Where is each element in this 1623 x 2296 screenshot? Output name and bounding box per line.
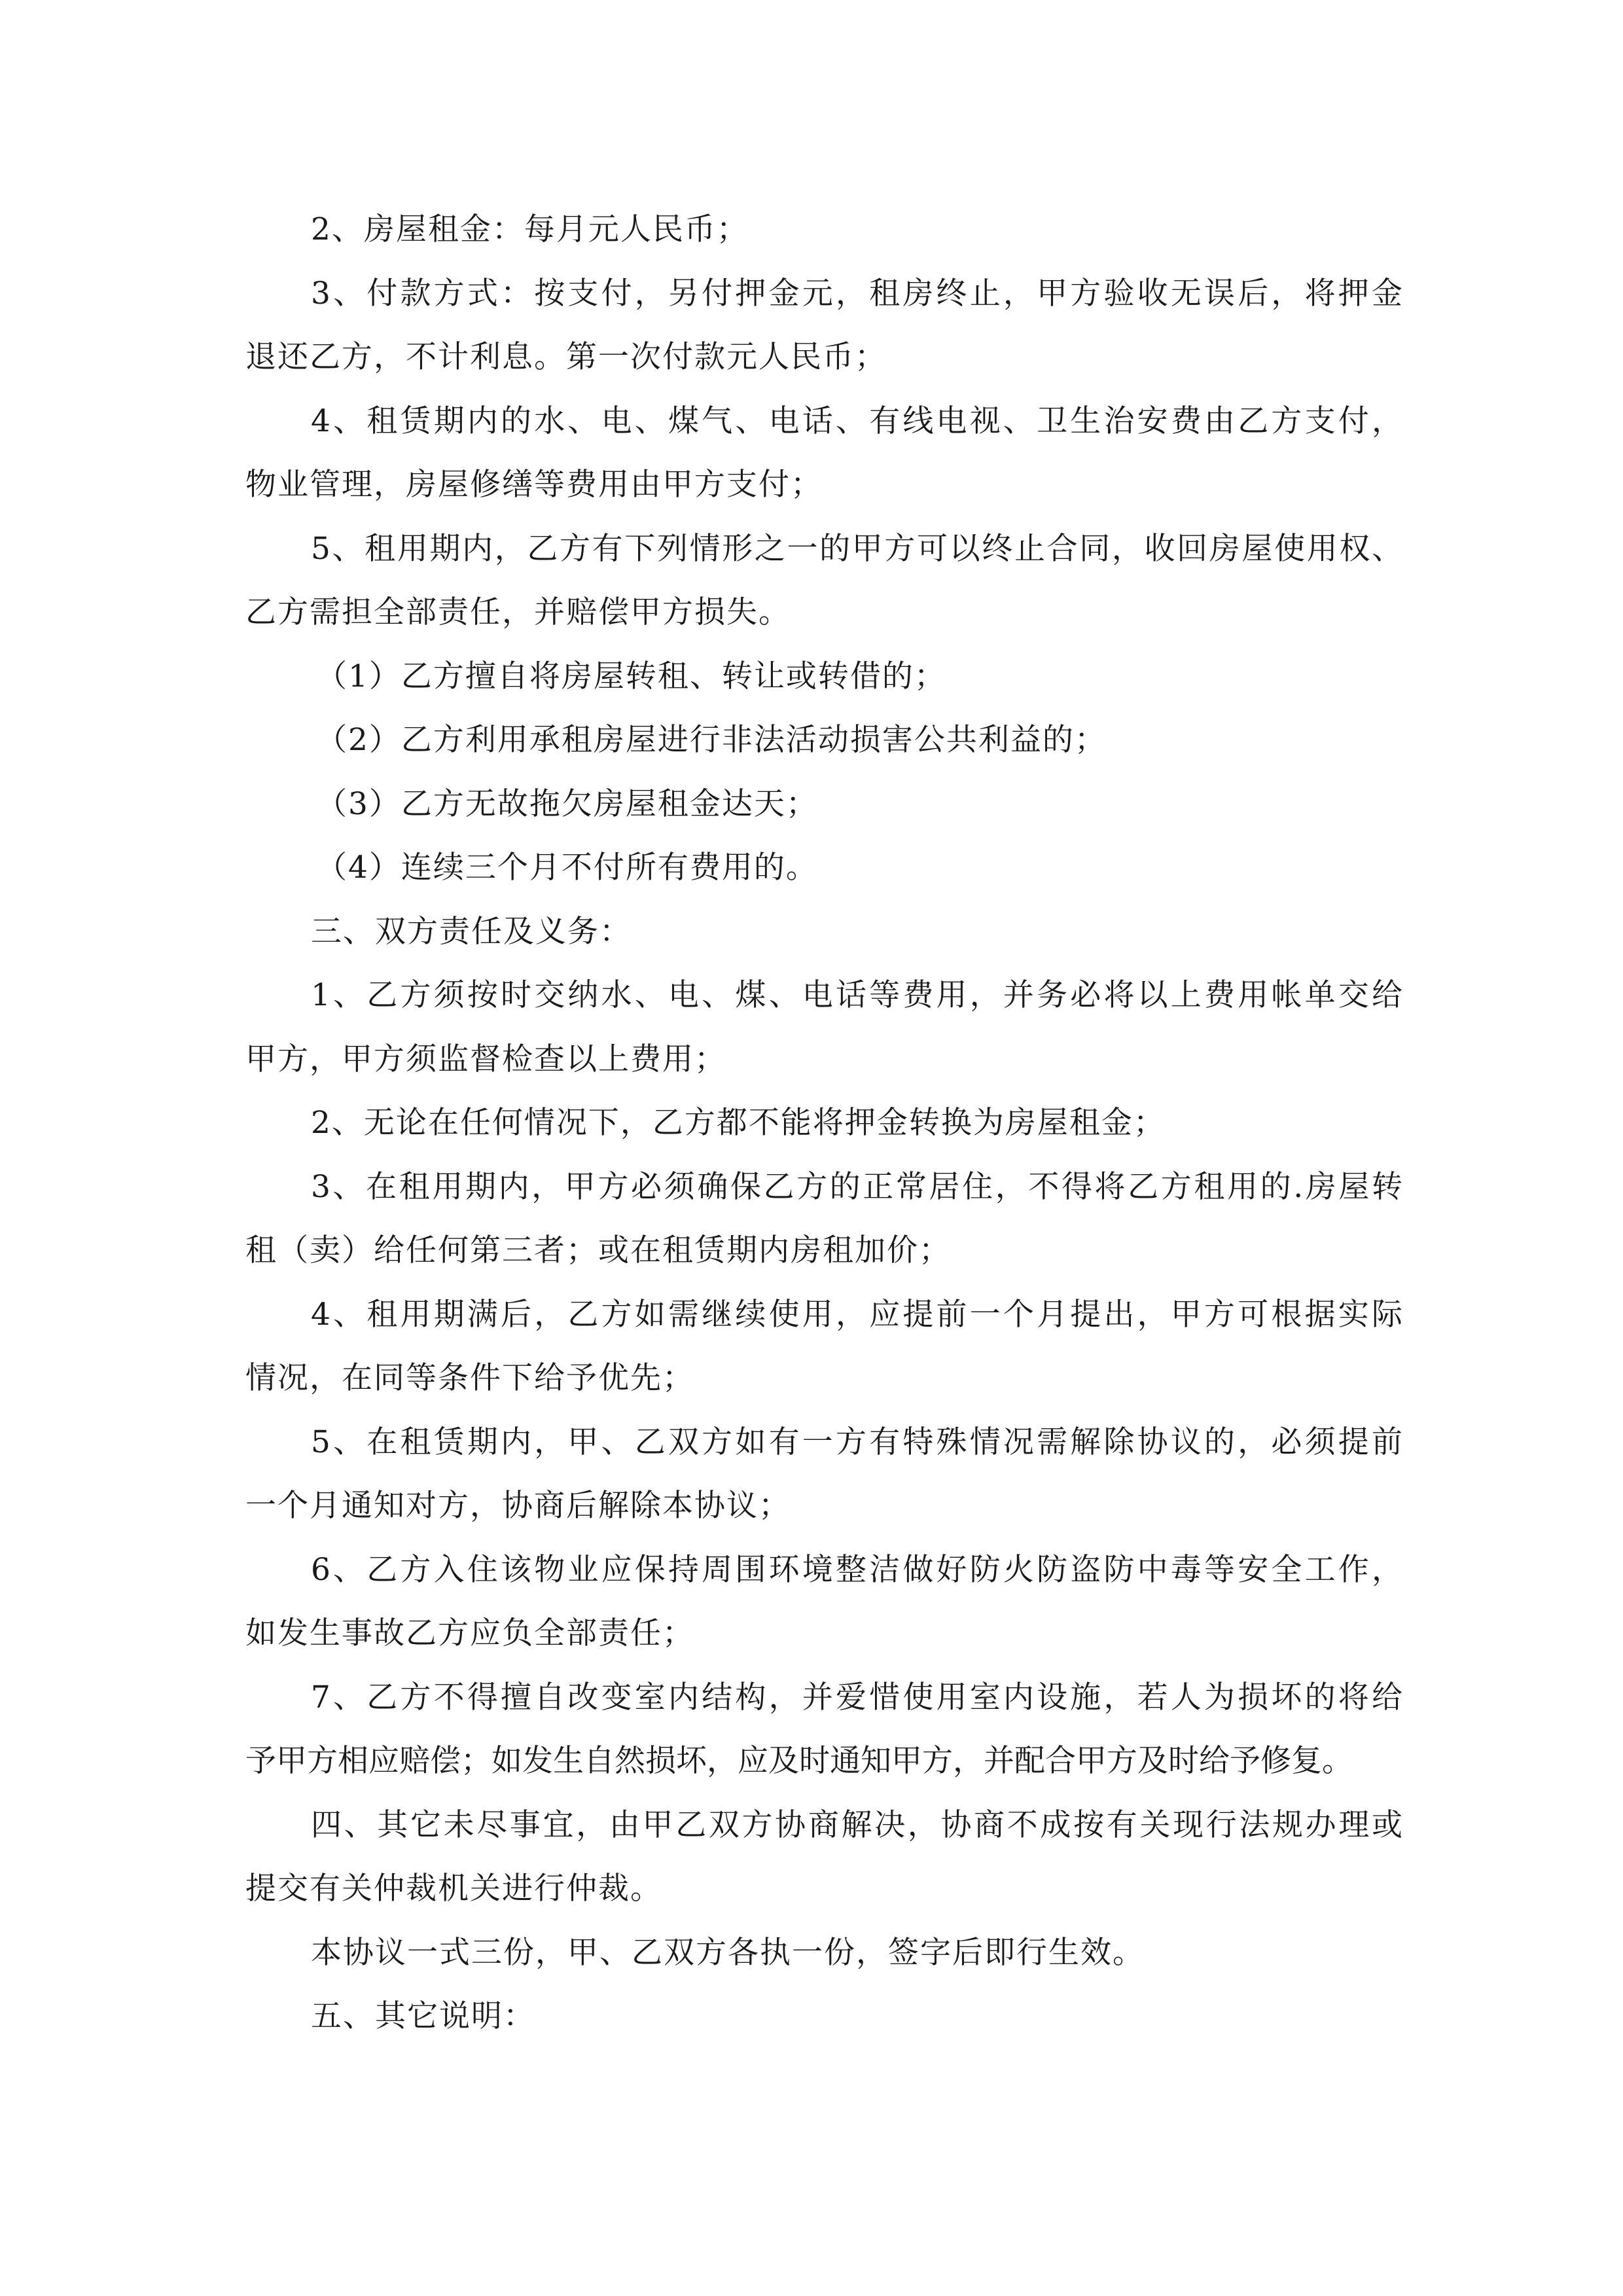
section-heading-4: 四、其它未尽事宜，由甲乙双方协商解决，协商不成按有关现行法规办理或 [311, 1806, 1404, 1843]
duty-6-cont: 如发生事故乙方应负全部责任； [245, 1615, 694, 1651]
duty-7: 7、乙方不得擅自改变室内结构，并爱惜使用室内设施，若人为损坏的将给 [311, 1679, 1404, 1715]
paragraph-payment: 3、付款方式：按支付，另付押金元，租房终止，甲方验收无误后，将押金 [311, 275, 1404, 312]
duty-3-cont: 租（卖）给任何第三者；或在租赁期内房租加价； [245, 1232, 951, 1268]
duty-1: 1、乙方须按时交纳水、电、煤、电话等费用，并务必将以上费用帐单交给 [311, 977, 1404, 1013]
duty-3: 3、在租用期内，甲方必须确保乙方的正常居住，不得将乙方租用的.房屋转 [311, 1168, 1404, 1205]
list-item-3: （3）乙方无故拖欠房屋租金达天； [316, 785, 818, 822]
duty-5-cont: 一个月通知对方，协商后解除本协议； [245, 1488, 791, 1524]
paragraph-payment-cont: 退还乙方，不计利息。第一次付款元人民币； [245, 339, 887, 375]
duty-2: 2、无论在任何情况下，乙方都不能将押金转换为房屋租金； [311, 1105, 1166, 1141]
document-body [245, 198, 1404, 2049]
paragraph-termination-cont: 乙方需担全部责任，并赔偿甲方损失。 [245, 594, 791, 630]
list-item-4: （4）连续三个月不付所有费用的。 [316, 850, 818, 886]
paragraph-utilities-cont: 物业管理，房屋修缮等费用由甲方支付； [245, 467, 823, 503]
section-4-cont: 提交有关仲裁机关进行仲裁。 [245, 1871, 662, 1907]
list-item-1: （1）乙方擅自将房屋转租、转让或转借的； [316, 658, 946, 694]
duty-1-cont: 甲方，甲方须监督检查以上费用； [245, 1041, 726, 1077]
paragraph-rent: 2、房屋租金：每月元人民币； [311, 211, 749, 247]
duty-4-cont: 情况，在同等条件下给予优先； [245, 1360, 694, 1396]
paragraph-termination: 5、租用期内，乙方有下列情形之一的甲方可以终止合同，收回房屋使用权、 [311, 530, 1404, 567]
list-item-2: （2）乙方利用承租房屋进行非法活动损害公共利益的； [316, 722, 1107, 758]
paragraph-utilities: 4、租赁期内的水、电、煤气、电话、有线电视、卫生治安费由乙方支付， [311, 403, 1404, 439]
duty-7-cont: 予甲方相应赔偿；如发生自然损坏，应及时通知甲方，并配合甲方及时给予修复。 [245, 1743, 1353, 1779]
agreement-copies: 本协议一式三份，甲、乙双方各执一份，签字后即行生效。 [311, 1934, 1145, 1971]
duty-6: 6、乙方入住该物业应保持周围环境整洁做好防火防盗防中毒等安全工作， [311, 1551, 1404, 1588]
duty-5: 5、在租赁期内，甲、乙双方如有一方有特殊情况需解除协议的，必须提前 [311, 1424, 1404, 1460]
duty-4: 4、租用期满后，乙方如需继续使用，应提前一个月提出，甲方可根据实际 [311, 1296, 1404, 1333]
section-heading-3: 三、双方责任及义务： [311, 913, 632, 950]
section-heading-5: 五、其它说明： [311, 1998, 535, 2034]
